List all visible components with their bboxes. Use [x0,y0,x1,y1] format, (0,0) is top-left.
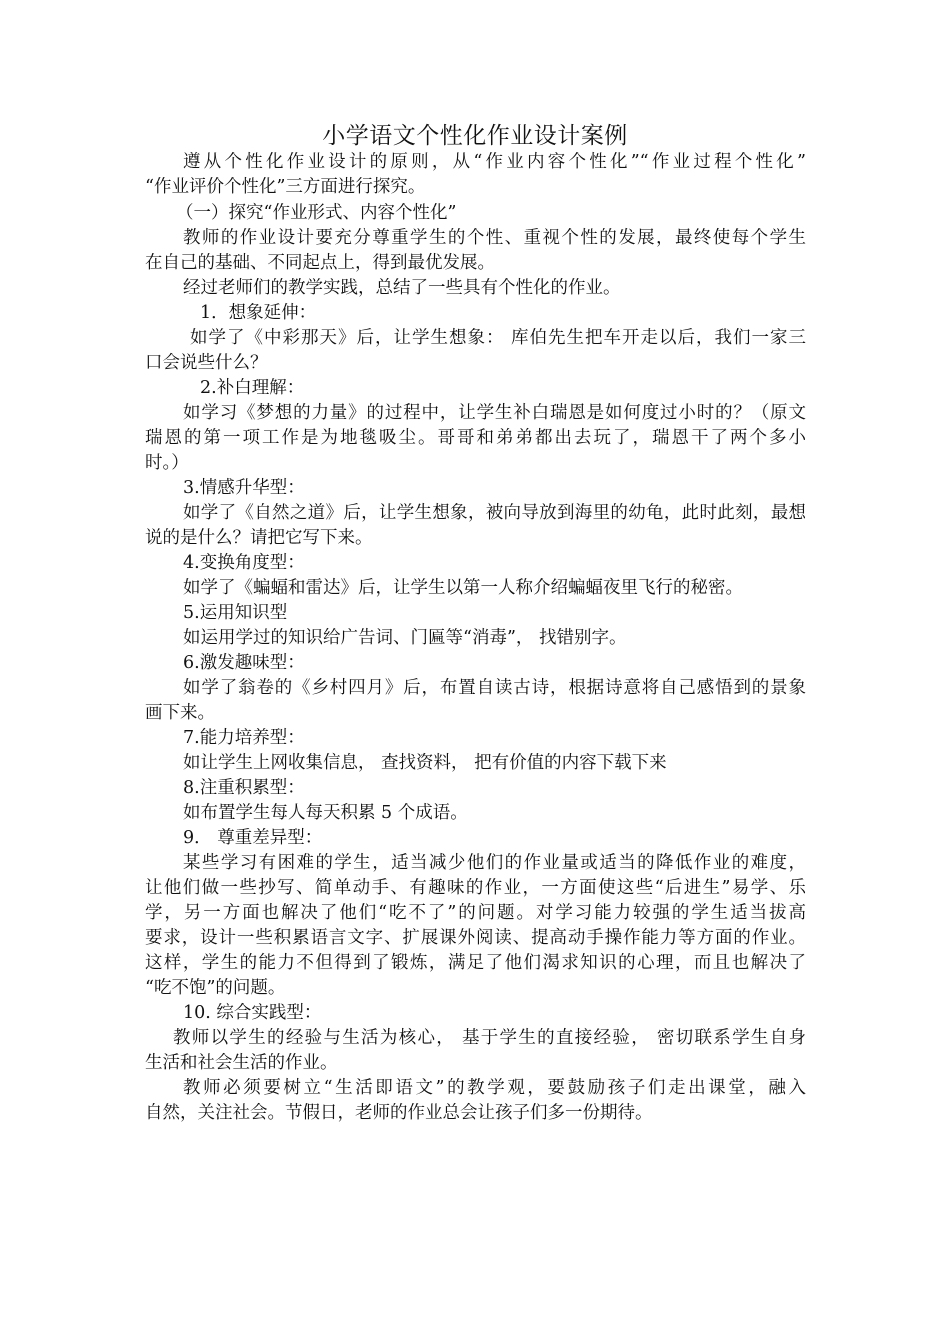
item-heading: 10. 综合实践型： [183,1003,322,1023]
paragraph-line: 在自己的基础、不同起点上，得到最优发展。 [145,253,495,273]
paragraph-line: 如学习《梦想的力量》的过程中，让学生补白瑞恩是如何度过小时的？（原文 [183,403,806,423]
paragraph-line: 教师以学生的经验与生活为核心， 基于学生的直接经验， 密切联系学生自身 [173,1028,806,1048]
paragraph-line: 口会说些什么？ [145,353,268,373]
paragraph-line: 教师必须要树立“生活即语文”的教学观，要鼓励孩子们走出课堂，融入 [183,1078,806,1098]
paragraph-line: 遵从个性化作业设计的原则，从“作业内容个性化”“作业过程个性化” [183,152,806,172]
paragraph-line: 瑞恩的第一项工作是为地毯吸尘。哥哥和弟弟都出去玩了，瑞恩干了两个多小 [145,428,806,448]
item-heading: 9． 尊重差异型： [183,828,323,848]
item-heading: 4.变换角度型： [183,553,305,573]
section-heading: （一）探究“作业形式、内容个性化” [176,203,457,223]
item-heading: 7.能力培养型： [183,728,305,748]
paragraph-line: “作业评价个性化”三方面进行探究。 [145,177,426,197]
paragraph-line: 如学了《蝙蝠和雷达》后，让学生以第一人称介绍蝙蝠夜里飞行的秘密。 [183,578,743,598]
paragraph-line: 生活和社会生活的作业。 [145,1053,338,1073]
paragraph-line: 某些学习有困难的学生，适当减少他们的作业量或适当的降低作业的难度， [183,853,806,873]
paragraph-line: 时。） [145,453,189,473]
paragraph-line: 教师的作业设计要充分尊重学生的个性、重视个性的发展，最终使每个学生 [183,228,806,248]
paragraph-line: 要求，设计一些积累语言文字、扩展课外阅读、提高动手操作能力等方面的作业。 [145,928,806,948]
paragraph-line: 如让学生上网收集信息， 查找资料， 把有价值的内容下载下来 [183,753,667,773]
item-heading: 8.注重积累型： [183,778,305,798]
item-heading: 5.运用知识型 [183,603,288,623]
paragraph-line: 经过老师们的教学实践，总结了一些具有个性化的作业。 [183,278,621,298]
paragraph-line: 说的是什么？请把它写下来。 [145,528,373,548]
paragraph-line: 自然，关注社会。节假日，老师的作业总会让孩子们多一份期待。 [145,1103,653,1123]
item-heading: 6.激发趣味型： [183,653,305,673]
paragraph-line: 如运用学过的知识给广告词、门匾等“消毒”， 找错别字。 [183,628,627,648]
paragraph-line: 学，另一方面也解决了他们“吃不了”的问题。对学习能力较强的学生适当拔高 [145,903,806,923]
document-title: 小学语文个性化作业设计案例 [322,123,628,149]
paragraph-line: “吃不饱”的问题。 [145,978,286,998]
paragraph-line: 如学了《中彩那天》后，让学生想象： 库伯先生把车开走以后，我们一家三 [190,328,806,348]
paragraph-line: 让他们做一些抄写、简单动手、有趣味的作业，一方面使这些“后进生”易学、乐 [145,878,806,898]
paragraph-line: 如学了《自然之道》后，让学生想象，被向导放到海里的幼龟，此时此刻，最想 [183,503,806,523]
paragraph-line: 如学了翁卷的《乡村四月》后，布置自读古诗，根据诗意将自己感悟到的景象 [183,678,806,698]
paragraph-line: 这样，学生的能力不但得到了锻炼，满足了他们渴求知识的心理，而且也解决了 [145,953,806,973]
paragraph-line: 如布置学生每人每天积累 5 个成语。 [183,803,468,823]
item-heading: 2.补白理解： [200,378,305,398]
paragraph-line: 画下来。 [145,703,215,723]
item-heading: 1．想象延伸： [200,303,317,323]
item-heading: 3.情感升华型： [183,478,305,498]
